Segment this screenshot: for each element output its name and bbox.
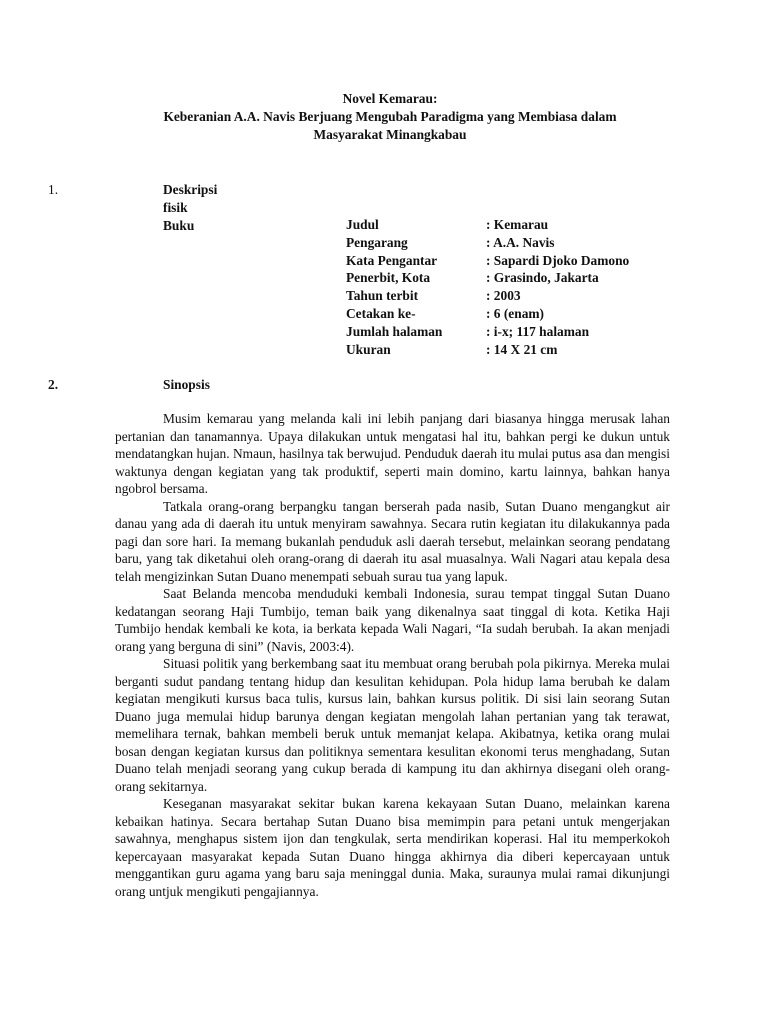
detail-row [346, 323, 629, 341]
detail-row [346, 252, 629, 270]
detail-key: Kata Pengantar [346, 252, 438, 268]
title-line-2: Keberanian A.A. Navis Berjuang Mengubah Paradigma yang Membiasa dalam [163, 109, 617, 124]
synopsis-paragraph: Situasi politik yang berkembang saat itu membuat orang berubah pola pikirnya. Mereka mulai berganti sudut pandang tentang hidup dan kesulitan kehidupan. Pola hidup lama berubah ke dalam kegiatan mengikuti kursus baca tulis, kursus lain, bahkan kursus politik. Di sisi lain seorang Sutan Duano juga memulai hidup barunya dengan kegiatan mengolah lahan pertanian yang tak terawat, memelihara ternak, bahkan membeli beruk untuk memanjat kelapa. Akibatnya, ketika orang mulai bosan dengan kegiatan kursus dan politiknya sementara kesulitan ekonomi terus menghadang, Sutan Duano telah menjadi seorang yang cukup berada di kampung itu dan akhirnya disegani oleh orang-orang sekitarnya. [115, 656, 670, 794]
detail-row [346, 287, 629, 305]
detail-row [346, 341, 629, 359]
detail-value: : Sapardi Djoko Damono [486, 252, 630, 268]
section-1-number: 1. [48, 182, 59, 197]
section-2-number: 2. [48, 377, 59, 392]
title-line-1: Novel Kemarau: [342, 91, 438, 106]
synopsis-paragraph: Tatkala orang-orang berpangku tangan berserah pada nasib, Sutan Duano mengangkut air danau yang ada di daerah itu untuk menyiram sawahnya. Secara rutin kegiatan itu dilakukannya pada pagi dan sore hari. Ia memang bukanlah penduduk asli daerah tersebut, melainkan seorang pendatang baru, yang tak diketahui oleh orang-orang di daerah itu asal muasalnya. Wali Nagari atau kepala desa telah mengizinkan Sutan Duano menempati sebuah surau tua yang lapuk. [115, 498, 670, 584]
synopsis-paragraph: Musim kemarau yang melanda kali ini lebih panjang dari biasanya hingga merusak lahan pertanian dan tanamannya. Upaya dilakukan untuk mengatasi hal itu, bahkan pergi ke dukun untuk mendatangkan hujan. Nmaun, hasilnya tak berwujud. Penduduk daerah itu mulai putus asa dan mengisi waktunya dengan kegiatan yang tak produktif, seperti main domino, kartu lainnya, bahkan hanya ngobrol bersama. [115, 411, 670, 496]
detail-value: : 14 X 21 cm [486, 341, 558, 357]
detail-row [346, 305, 629, 323]
synopsis-paragraph: Saat Belanda mencoba menduduki kembali Indonesia, surau tempat tinggal Sutan Duano kedatangan seorang Haji Tumbijo, teman baik yang dikenalnya saat tinggal di kota. Ketika Haji Tumbijo hendak kembali ke kota, ia berkata kepada Wali Nagari, “Ia sudah berubah. Ia akan menjadi orang yang berguna di sini” (Navis, 2003:4). [115, 586, 670, 654]
detail-value: : i-x; 117 halaman [486, 323, 590, 339]
detail-key: Judul [346, 217, 379, 232]
synopsis-body [115, 410, 670, 900]
synopsis-paragraph: Keseganan masyarakat sekitar bukan karena kekayaan Sutan Duano, melainkan karena kebaikan hatinya. Secara bertahap Sutan Duano bisa memimpin para petani untuk mengerjakan sawahnya, menghapus sistem ijon dan tengkulak, serta mendirikan koperasi. Hal itu memperkokoh kepercayaan masyarakat kepada Sutan Duano hingga akhirnya dia diberi kepercayaan untuk menggantikan guru agama yang baru saja meninggal dunia. Maka, suraunya mulai ramai dikunjungi orang untjuk mengikuti pengajiannya. [115, 796, 670, 899]
section-2-title: Sinopsis [163, 377, 210, 392]
detail-value: : 2003 [486, 288, 521, 304]
detail-key: Jumlah halaman [346, 323, 443, 339]
title-line-3: Masyarakat Minangkabau [313, 127, 467, 142]
detail-value: : 6 (enam) [486, 305, 545, 321]
detail-key: Cetakan ke- [346, 305, 416, 321]
section-1-title: Deskripsi fisik Buku [163, 182, 218, 233]
detail-row [346, 269, 629, 287]
document-title [115, 90, 665, 144]
detail-value: : Grasindo, Jakarta [486, 270, 599, 286]
detail-key: Pengarang [346, 234, 408, 250]
detail-row [346, 216, 629, 234]
detail-row [346, 234, 629, 252]
detail-key: Tahun terbit [346, 288, 419, 304]
detail-key: Ukuran [346, 341, 391, 357]
book-details-table [346, 216, 629, 358]
detail-value: : A.A. Navis [486, 234, 555, 250]
detail-value: : Kemarau [486, 217, 549, 232]
detail-key: Penerbit, Kota [346, 270, 431, 286]
